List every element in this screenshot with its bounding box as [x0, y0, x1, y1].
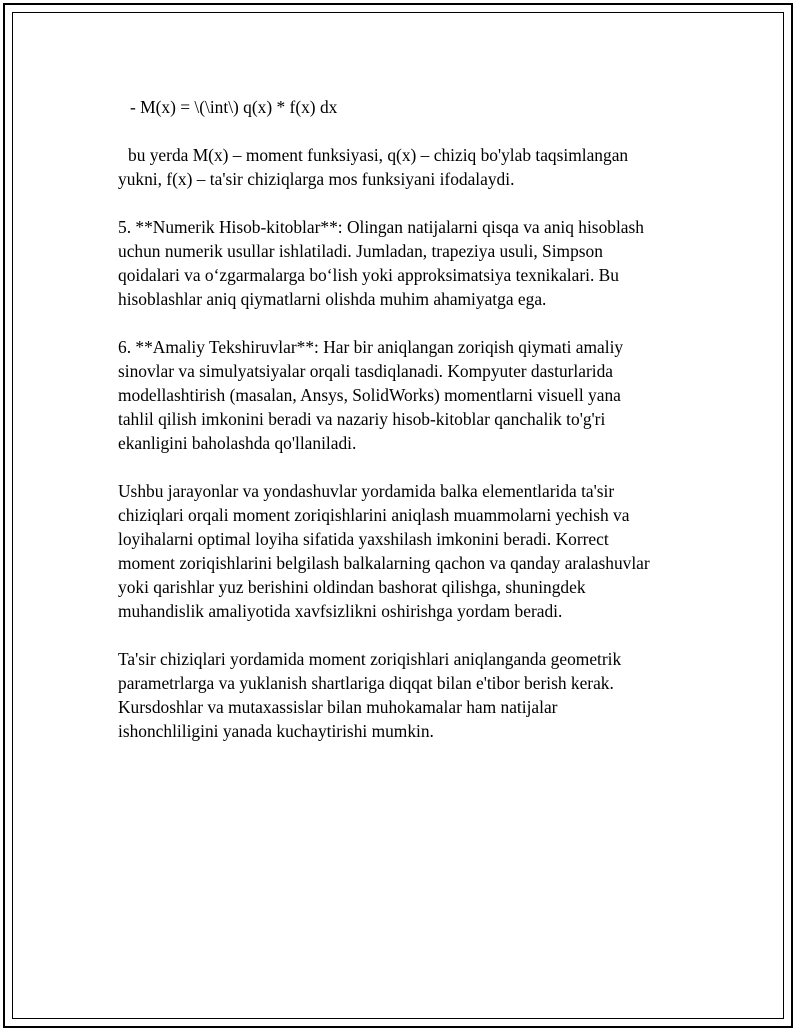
text-line: loyihalarni optimal loyiha sifatida yaxshilash imkonini beradi. Korrect [118, 529, 609, 549]
practical-checks-paragraph [118, 335, 688, 455]
summary-paragraph [118, 479, 688, 623]
text-line: Kursdoshlar va mutaxassislar bilan muhokamalar ham natijalar [118, 697, 558, 717]
document-body [118, 95, 688, 743]
numerical-calculations-paragraph [118, 215, 688, 311]
paragraph-gap [118, 311, 688, 335]
text-line: bu yerda M(x) – moment funksiyasi, q(x) – chiziq bo'ylab taqsimlangan [128, 145, 629, 165]
text-line: ekanligini baholashda qo'llaniladi. [118, 433, 357, 453]
formula-paragraph [118, 95, 688, 119]
text-line: qoidalari va o‘zgarmalarga bo‘lish yoki approksimatsiya texnikalari. Bu [118, 265, 619, 285]
paragraph-gap [118, 191, 688, 215]
text-line: yukni, f(x) – ta'sir chiziqlarga mos funksiyani ifodalaydi. [118, 169, 515, 189]
text-line: hisoblashlar aniq qiymatlarni olishda muhim ahamiyatga ega. [118, 289, 547, 309]
text-line: Ta'sir chiziqlari yordamida moment zoriqishlari aniqlanganda geometrik [118, 649, 622, 669]
text-line: muhandislik amaliyotida xavfsizlikni oshirishga yordam beradi. [118, 601, 563, 621]
text-line: 6. **Amaliy Tekshiruvlar**: Har bir aniqlangan zoriqish qiymati amaliy [118, 337, 624, 357]
text-line: modellashtirish (masalan, Ansys, SolidWorks) momentlarni visuell yana [118, 385, 621, 405]
text-line: Ushbu jarayonlar va yondashuvlar yordamida balka elementlarida ta'sir [118, 481, 615, 501]
text-line: sinovlar va simulyatsiyalar orqali tasdiqlanadi. Kompyuter dasturlarida [118, 361, 614, 381]
text-line: tahlil qilish imkonini beradi va nazariy hisob-kitoblar qanchalik to'g'ri [118, 409, 606, 429]
text-line: chiziqlari orqali moment zoriqishlarini aniqlash muammolarni yechish va [118, 505, 630, 525]
text-line: 5. **Numerik Hisob-kitoblar**: Olingan natijalarni qisqa va aniq hisoblash [118, 217, 644, 237]
text-line: uchun numerik usullar ishlatiladi. Jumladan, trapeziya usuli, Simpson [118, 241, 603, 261]
text-line: moment zoriqishlarini belgilash balkalarning qachon va qanday aralashuvlar [118, 553, 650, 573]
text-line: parametrlarga va yuklanish shartlariga diqqat bilan e'tibor berish kerak. [118, 673, 614, 693]
paragraph-gap [118, 455, 688, 479]
text-line: ishonchliligini yanada kuchaytirishi mumkin. [118, 721, 434, 741]
closing-paragraph [118, 647, 688, 743]
formula-explanation-paragraph [118, 143, 688, 191]
paragraph-gap [118, 119, 688, 143]
formula-line: - M(x) = \(\int\) q(x) * f(x) dx [130, 97, 338, 117]
text-line: yoki qarishlar yuz berishini oldindan bashorat qilishga, shuningdek [118, 577, 586, 597]
paragraph-gap [118, 623, 688, 647]
